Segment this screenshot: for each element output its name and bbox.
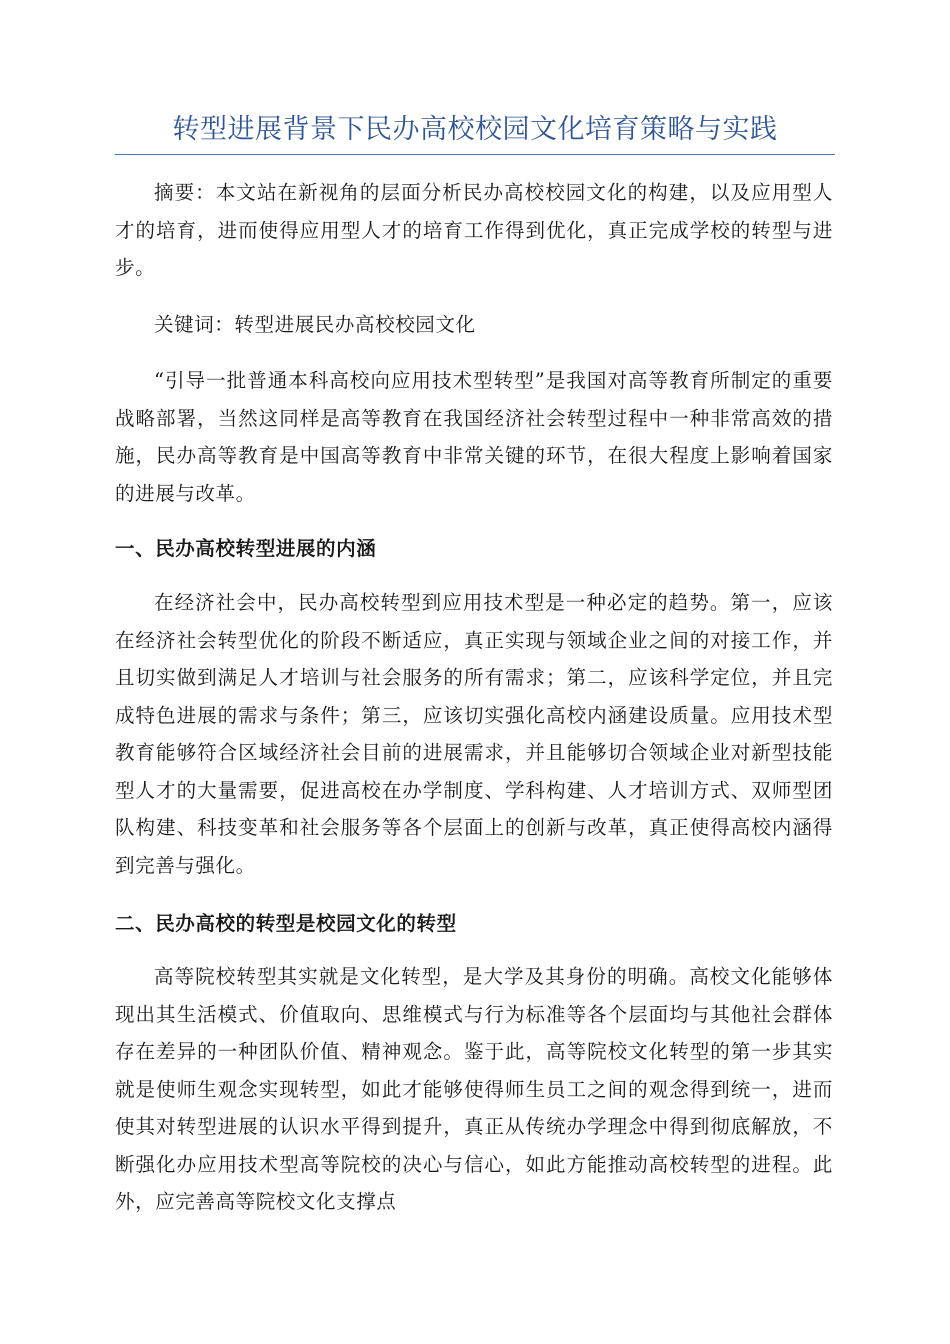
intro-paragraph: “引导一批普通本科高校向应用技术型转型”是我国对高等教育所制定的重要战略部署，当然这同样是高等教育在我国经济社会转型过程中一种非常高效的措施，民办高等教育是中国高等教育中非常关键的环节，在很大程度上影响着国家的进展与改革。: [115, 369, 833, 505]
abstract-paragraph: 摘要：本文站在新视角的层面分析民办高校校园文化的构建，以及应用型人才的培育，进而使得应用型人才的培育工作得到优化，真正完成学校的转型与进步。: [115, 181, 833, 279]
section-heading-2: 二、民办高校的转型是校园文化的转型: [115, 912, 457, 935]
keywords-paragraph: 关键词：转型进展民办高校校园文化: [154, 313, 476, 336]
title-underline: [115, 154, 835, 155]
section-heading-1: 一、民办高校转型进展的内涵: [115, 537, 377, 560]
section-1-paragraph: 在经济社会中，民办高校转型到应用技术型是一种必定的趋势。第一，应该在经济社会转型优化的阶段不断适应，真正实现与领域企业之间的对接工作，并且切实做到满足人才培训与社会服务的所有需求；第二，应该科学定位，并且完成特色进展的需求与条件；第三，应该切实强化高校内涵建设质量。应用技术型教育能够符合区域经济社会目前的进展需求，并且能够切合领域企业对新型技能型人才的大量需要，促进高校在办学制度、学科构建、人才培训方式、双师型团队构建、科技变革和社会服务等各个层面上的创新与改革，真正使得高校内涵得到完善与强化。: [115, 591, 833, 877]
document-title: 转型进展背景下民办高校校园文化培育策略与实践: [172, 114, 778, 145]
section-2-paragraph: 高等院校转型其实就是文化转型，是大学及其身份的明确。高校文化能够体现出其生活模式、价值取向、思维模式与行为标准等各个层面均与其他社会群体存在差异的一种团队价值、精神观念。鉴于此，高等院校文化转型的第一步其实就是使师生观念实现转型，如此才能够使得师生员工之间的观念得到统一，进而使其对转型进展的认识水平得到提升，真正从传统办学理念中得到彻底解放，不断强化办应用技术型高等院校的决心与信心，如此方能推动高校转型的进程。此外，应完善高等院校文化支撑点: [115, 965, 833, 1213]
